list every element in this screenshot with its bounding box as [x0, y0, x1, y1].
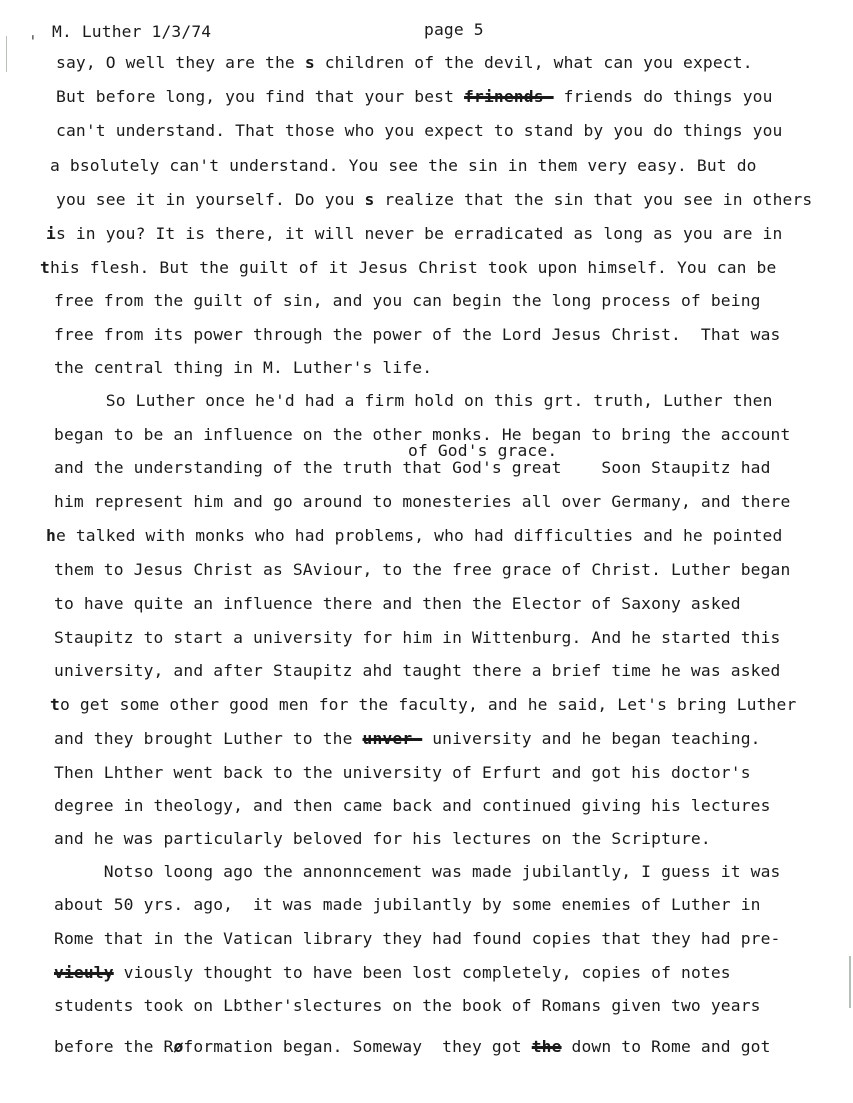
text-line: is in you? It is there, it will never be erradicated as long as you are in	[46, 224, 783, 243]
typo-overstrike: s	[364, 190, 375, 209]
handwritten-insertion: of God's grace.	[408, 441, 558, 460]
struck-word: the	[531, 1037, 562, 1056]
text-line: Notso loong ago the annonncement was made jubilantly, I guess it was	[54, 862, 781, 881]
text-line: to get some other good men for the faculty, and he said, Let's bring Luther	[50, 695, 797, 714]
text-line: he talked with monks who had problems, who had difficulties and he pointed	[46, 526, 783, 545]
text-line: before the Røformation began. Someway they got the down to Rome and got	[54, 1037, 771, 1056]
text-line: about 50 yrs. ago, it was made jubilantly by some enemies of Luther in	[54, 895, 761, 914]
header-author-date: M. Luther 1/3/74	[52, 22, 212, 41]
text-line: and they brought Luther to the unver- university and he began teaching.	[54, 729, 761, 748]
typo-overstrike: s	[304, 53, 315, 72]
overtyped-letter: i	[46, 224, 56, 243]
page-number: page 5	[424, 20, 484, 39]
struck-word: frinends-	[464, 87, 554, 106]
text-line: him represent him and go around to monesteries all over Germany, and there	[54, 492, 791, 511]
text-line: So Luther once he'd had a firm hold on this grt. truth, Luther then	[56, 391, 773, 410]
text-line: can't understand. That those who you expect to stand by you do things you	[56, 121, 783, 140]
text-line: Rome that in the Vatican library they had found copies that they had pre-	[54, 929, 781, 948]
text-line: free from the guilt of sin, and you can begin the long process of being	[54, 291, 761, 310]
overtyped-letter: ø	[173, 1037, 184, 1056]
right-edge-mark	[849, 956, 851, 1008]
text-line: But before long, you find that your best frinends- friends do things you	[56, 87, 773, 106]
text-line: the central thing in M. Luther's life.	[54, 358, 433, 377]
text-line: students took on Lbther'slectures on the book of Romans given two years	[54, 996, 761, 1015]
left-margin-mark	[6, 36, 7, 72]
text-line: a bsolutely can't understand. You see the sin in them very easy. But do	[50, 156, 757, 175]
text-line: and the understanding of the truth that God's great Soon Staupitz had	[54, 458, 771, 477]
text-line: them to Jesus Christ as SAviour, to the free grace of Christ. Luther began	[54, 560, 791, 579]
text-line: free from its power through the power of the Lord Jesus Christ. That was	[54, 325, 781, 344]
text-line: began to be an influence on the other monks. He began to bring the account	[54, 425, 791, 444]
text-line: you see it in yourself. Do you s realize that the sin that you see in others	[56, 190, 813, 209]
text-line: and he was particularly beloved for his lectures on the Scripture.	[54, 829, 711, 848]
text-line: university, and after Staupitz ahd taught there a brief time he was asked	[54, 661, 781, 680]
overtyped-letter: t	[50, 695, 60, 714]
text-line: this flesh. But the guilt of it Jesus Christ took upon himself. You can be	[40, 258, 777, 277]
struck-word: unver-	[362, 729, 423, 748]
text-line: say, O well they are the s children of the devil, what can you expect.	[56, 53, 753, 72]
text-line: Then Lhther went back to the university of Erfurt and got his doctor's	[54, 763, 751, 782]
text-line: Staupitz to start a university for him in Wittenburg. And he started this	[54, 628, 781, 647]
overtyped-letter: t	[40, 258, 50, 277]
overtyped-letter: h	[46, 526, 56, 545]
text-line: degree in theology, and then came back and continued giving his lectures	[54, 796, 771, 815]
text-line: vieuly viously thought to have been lost completely, copies of notes	[54, 963, 731, 982]
struck-word: vieuly	[54, 963, 114, 982]
text-line: to have quite an influence there and then the Elector of Saxony asked	[54, 594, 741, 613]
header-tick-mark: ˌ	[28, 22, 38, 41]
